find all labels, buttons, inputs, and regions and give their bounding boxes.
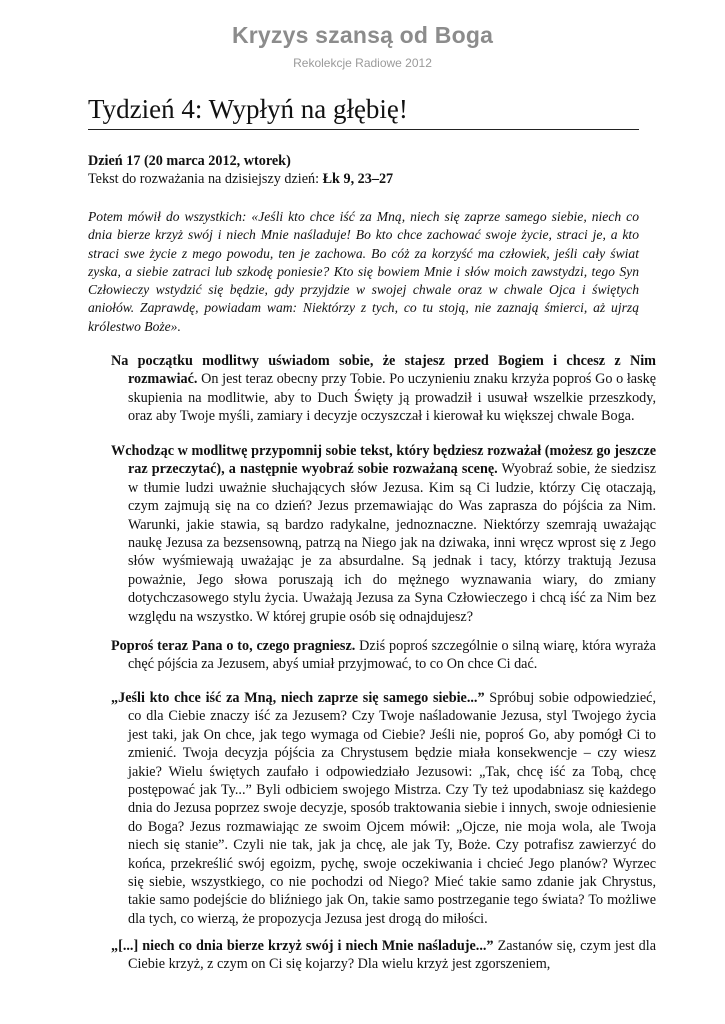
meditation-point-4 bbox=[111, 689, 656, 928]
day-heading: Dzień 17 (20 marca 2012, wtorek) bbox=[88, 153, 291, 169]
meditation-point-lead: „[...] niech co dnia bierze krzyż swój i niech Mnie naśladuje...” bbox=[111, 938, 494, 954]
meditation-point-body: Wyobraź sobie, że siedzisz w tłumie ludzi uważnie słuchających słów Jezusa. Kim są Ci ludzie, którzy Cię otaczają, czym zajmują się na co dzień? Jezus przemawiając do Was zaprasza do pójścia za Nim. Warunki, jakie stawia, są bardzo radykalne, jednoznaczne. Niektórzy szemrają uważając naukę Jezusa za bezsensowną, patrzą na Niego jak na dziwaka, inni wręcz wprost się z Jego słów wyśmiewają uważając je za absurdalne. Są jednak i tacy, którzy traktują Jezusa poważnie, Jego słowa poruszają ich do mężnego wyznawania wiary, do zmiany dotychczasowego stylu życia. Uważają Jezusa za Syna Człowieczego i chcą iść za Nim bez względu na wszystko. W której grupie osób się odnajdujesz? bbox=[128, 461, 656, 625]
meditation-point-lead: „Jeśli kto chce iść za Mną, niech zaprze się samego siebie...” bbox=[111, 690, 485, 706]
meditation-point-1 bbox=[111, 352, 656, 426]
meditation-point-lead: Na początku modlitwy uświadom sobie, że stajesz przed Bogiem i chcesz z Nim rozmawiać. bbox=[111, 353, 656, 388]
meditation-point-body: Spróbuj sobie odpowiedzieć, co dla Ciebie znaczy iść za Jezusem? Czy Twoje naśladowanie Jezusa, styl Twojego życia jest taki, jak On chce, jak tego wymaga od Ciebie? Jeśli nie, poproś Go, aby pomógł Ci to zmienić. Twoja decyzja pójścia za Chrystusem będzie miała konsekwencje – czy wiesz jakie? Wielu świętych zaufało i odpowiedziało Jezusowi: „Tak, chcę iść za Tobą, chcę postępować jak Ty...” Byli odbiciem swojego Mistrza. Czy Ty też upodabniasz się każdego dnia do Jezusa poprzez swoje decyzje, sposób traktowania siebie i innych, swoje odniesienie do Boga? Jezus rozmawiając ze swoim Ojcem mówił: „Ojcze, nie moja wola, ale Twoja niech się stanie”. Czyli nie tak, jak ja chcę, ale jak Ty, Boże. Czy potrafisz zawierzyć do końca, przekreślić swój egoizm, pychę, swoje oczekiwania i chcieć Jego planów? Wyrzec się siebie, wszystkiego, co nie pochodzi od Niego? Mieć takie samo zdanie jak Chrystus, takie samo podejście do bliźniego jak On, takie samo postrzeganie tego świata? To możliwe dla tych, co wierzą, że propozycja Jezusa jest drogą do miłości. bbox=[128, 690, 656, 927]
meditation-point-lead: Poproś teraz Pana o to, czego pragniesz. bbox=[111, 638, 356, 654]
meditation-point-5 bbox=[111, 937, 656, 974]
meditation-point-lead: Wchodząc w modlitwę przypomnij sobie tekst, który będziesz rozważał (możesz go jeszcze raz przeczytać), a następnie wyobraź sobie rozważaną scenę. bbox=[111, 443, 656, 478]
meditation-point-body: Dziś poproś szczególnie o silną wiarę, która wyraża chęć pójścia za Jezusem, abyś umiał przyjmować, to co On chce Ci dać. bbox=[128, 638, 656, 673]
meditation-point-2 bbox=[111, 442, 656, 626]
meditation-point-body: Zastanów się, czym jest dla Ciebie krzyż, z czym on Ci się kojarzy? Dla wielu krzyż jest zgorszeniem, bbox=[128, 938, 656, 973]
meditation-point-3 bbox=[111, 637, 656, 674]
reading-prefix: Tekst do rozważania na dzisiejszy dzień: bbox=[88, 171, 323, 187]
week-title: Tydzień 4: Wypłyń na głębię! bbox=[88, 94, 408, 124]
meditation-point-body: On jest teraz obecny przy Tobie. Po uczynieniu znaku krzyża poproś Go o łaskę skupienia na modlitwie, aby to Duch Święty ją prowadził i usuwał wszelkie przeszkody, oraz aby Twoje myśli, zamiary i decyzje oczyszczał i kierował ku większej chwale Boga. bbox=[128, 371, 656, 425]
reading-line bbox=[88, 171, 393, 188]
scripture-passage: Potem mówił do wszystkich: «Jeśli kto chce iść za Mną, niech się zaprze samego siebie, niech co dnia bierze krzyż swój i niech Mnie naśladuje! Bo kto chce zachować swoje życie, straci je, a kto straci swe życie z mego powodu, ten je zachowa. Bo cóż za korzyść ma człowiek, jeśli cały świat zyska, a siebie zatraci lub szkodę poniesie? Kto się bowiem Mnie i słów moich zawstydzi, tego Syn Człowieczy wstydzić się będzie, gdy przyjdzie w swojej chwale oraz w chwale Ojca i świętych aniołów. Zaprawdę, powiadam wam: Niektórzy z tych, co tu stoją, nie zaznają śmierci, aż ujrzą królestwo Boże». bbox=[88, 209, 639, 334]
header-title: Kryzys szansą od Boga bbox=[231, 22, 494, 48]
title-divider bbox=[88, 129, 639, 130]
reading-reference: Łk 9, 23–27 bbox=[322, 171, 394, 187]
header-subtitle: Rekolekcje Radiowe 2012 bbox=[293, 56, 432, 70]
